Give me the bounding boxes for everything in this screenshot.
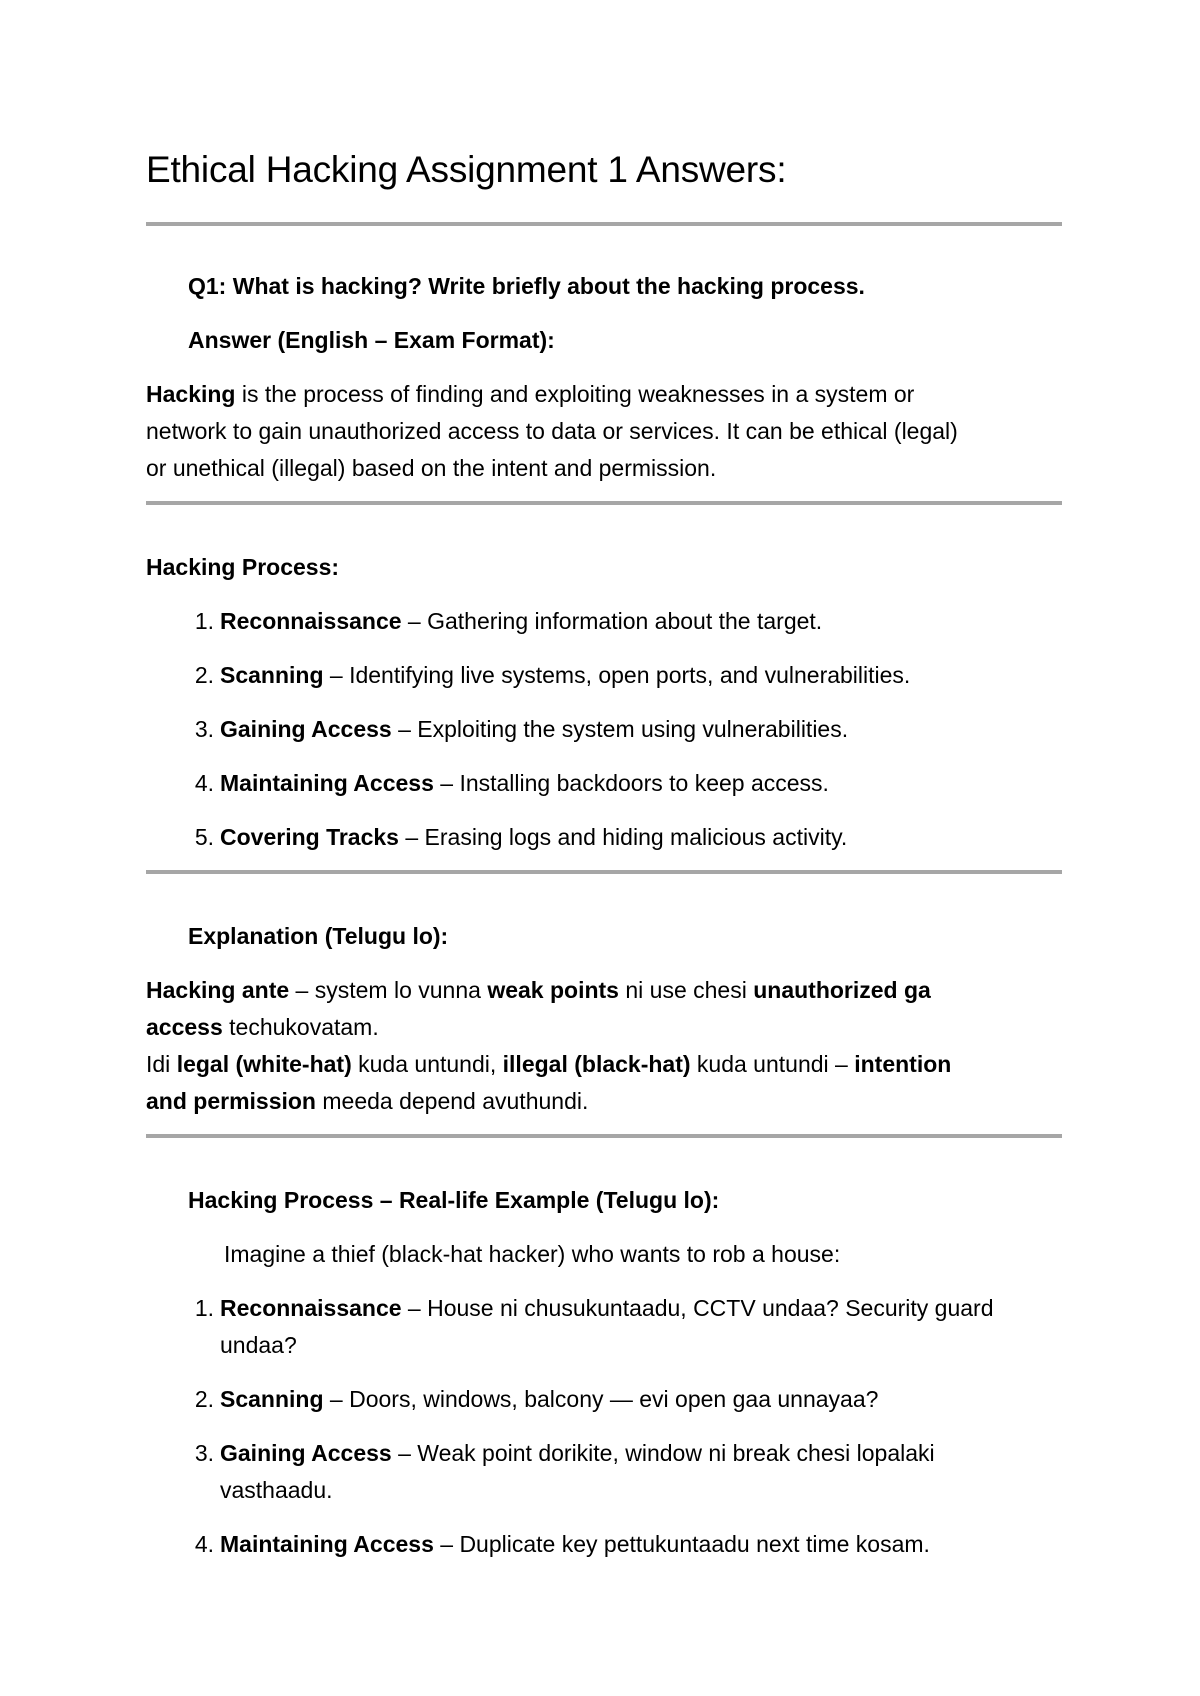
process-heading: Hacking Process: [146, 554, 340, 580]
list-number: 1. [194, 1295, 214, 1321]
list-item: Covering Tracks – Erasing logs and hiding malicious activity. [220, 824, 848, 850]
list-number: 4. [194, 770, 214, 796]
answer-heading: Answer (English – Exam Format): [188, 327, 555, 353]
list-number: 2. [194, 1386, 214, 1412]
telugu-line: and permission meeda depend avuthundi. [146, 1088, 589, 1114]
list-item: Gaining Access – Exploiting the system using vulnerabilities. [220, 716, 849, 742]
horizontal-rule [146, 501, 1062, 505]
list-number: 2. [194, 662, 214, 688]
definition-line: or unethical (illegal) based on the intent and permission. [146, 455, 717, 481]
list-number: 1. [194, 608, 214, 634]
example-heading: Hacking Process – Real-life Example (Telugu lo): [188, 1187, 720, 1213]
list-number: 5. [194, 824, 214, 850]
page-title: Ethical Hacking Assignment 1 Answers: [146, 149, 787, 190]
question-heading: Q1: What is hacking? Write briefly about the hacking process. [188, 273, 865, 299]
telugu-heading: Explanation (Telugu lo): [188, 923, 449, 949]
definition-line: network to gain unauthorized access to data or services. It can be ethical (legal) [146, 418, 958, 444]
list-number: 4. [194, 1531, 214, 1557]
list-item: Scanning – Identifying live systems, open ports, and vulnerabilities. [220, 662, 911, 688]
list-item-continuation: vasthaadu. [220, 1477, 333, 1503]
list-item: Scanning – Doors, windows, balcony — evi open gaa unnayaa? [220, 1386, 879, 1412]
list-item: Reconnaissance – Gathering information about the target. [220, 608, 823, 634]
list-item-continuation: undaa? [220, 1332, 297, 1358]
list-number: 3. [194, 1440, 214, 1466]
telugu-line: Hacking ante – system lo vunna weak points ni use chesi unauthorized ga [146, 977, 931, 1003]
list-number: 3. [194, 716, 214, 742]
telugu-line: access techukovatam. [146, 1014, 379, 1040]
example-intro: Imagine a thief (black-hat hacker) who wants to rob a house: [224, 1241, 841, 1267]
list-item: Maintaining Access – Duplicate key pettukuntaadu next time kosam. [220, 1531, 930, 1557]
list-item: Gaining Access – Weak point dorikite, window ni break chesi lopalaki [220, 1440, 935, 1466]
horizontal-rule [146, 222, 1062, 226]
list-item: Reconnaissance – House ni chusukuntaadu, CCTV undaa? Security guard [220, 1295, 994, 1321]
list-item: Maintaining Access – Installing backdoors to keep access. [220, 770, 829, 796]
definition-line: Hacking is the process of finding and exploiting weaknesses in a system or [146, 381, 915, 407]
horizontal-rule [146, 870, 1062, 874]
horizontal-rule [146, 1134, 1062, 1138]
telugu-line: Idi legal (white-hat) kuda untundi, illegal (black-hat) kuda untundi – intention [146, 1051, 952, 1077]
